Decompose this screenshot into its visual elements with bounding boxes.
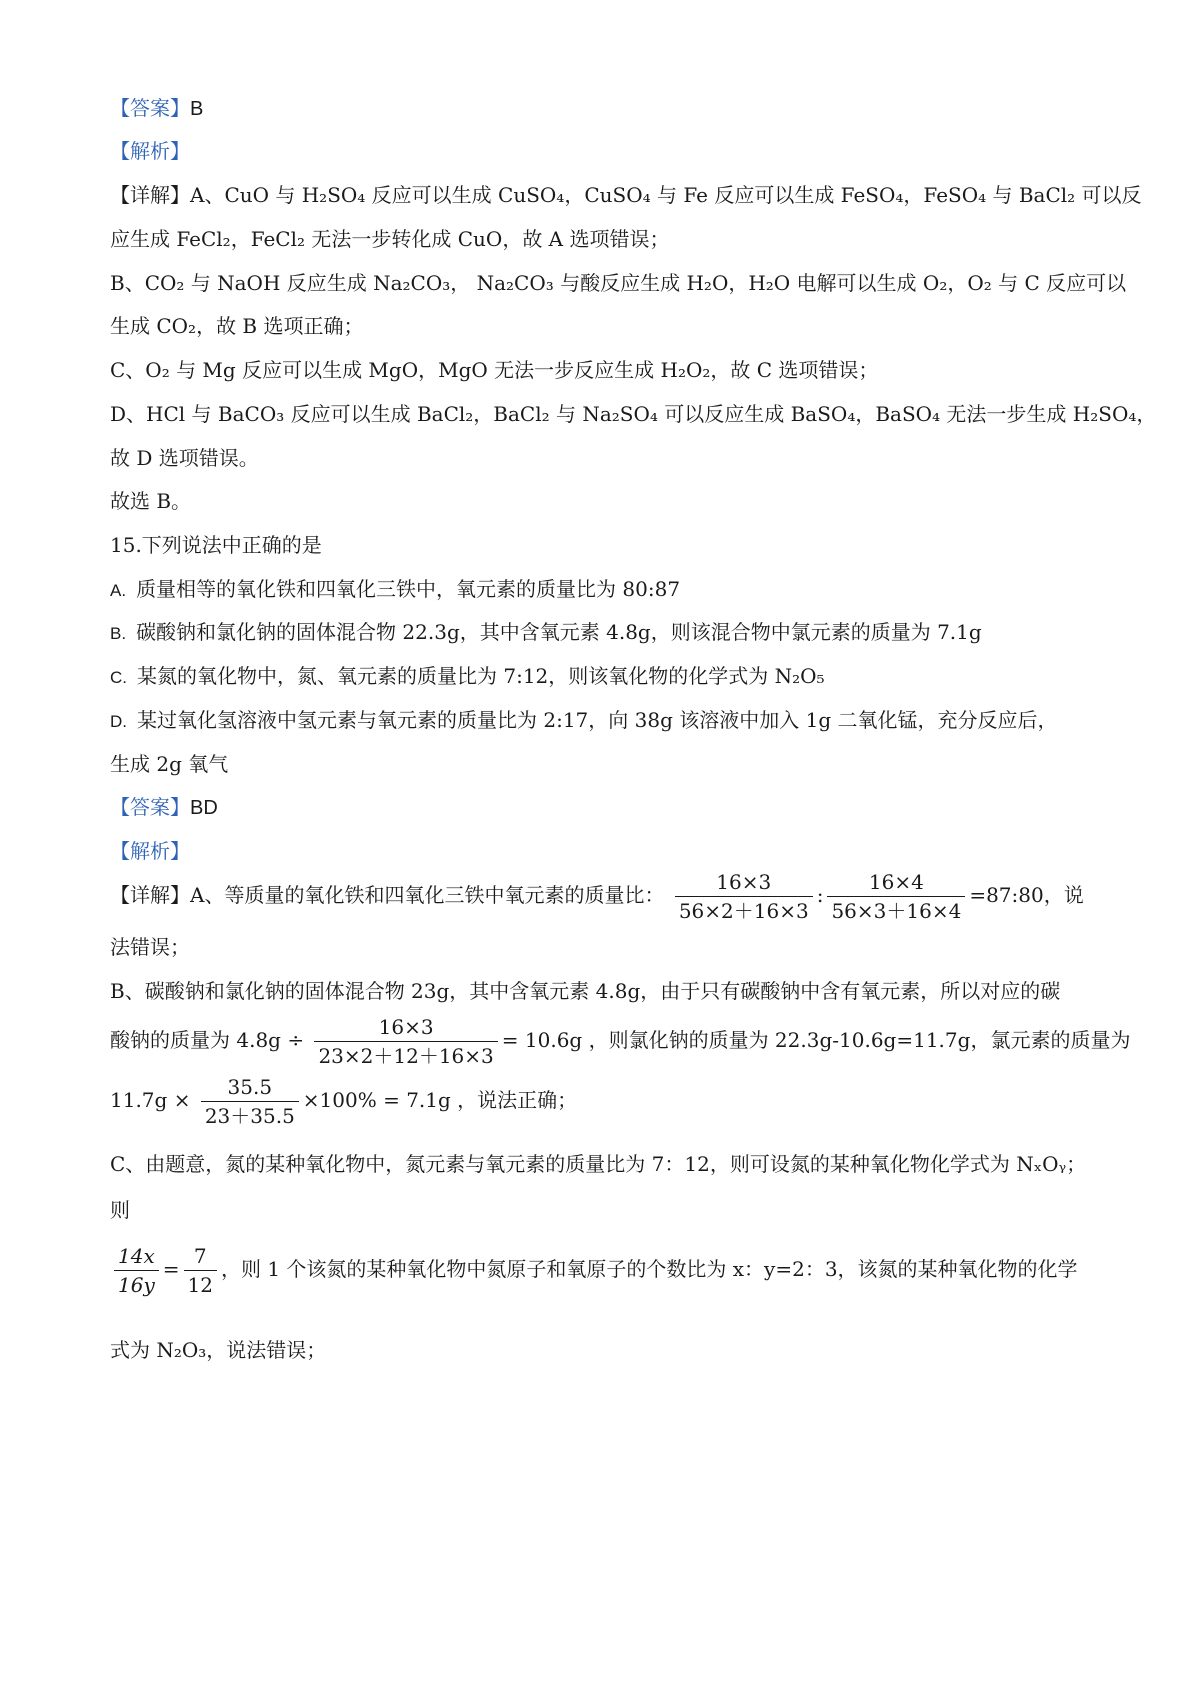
- question-15-option-a: [110, 574, 1100, 606]
- detail-2-b-line-3: [110, 1073, 1100, 1130]
- detail-1-a-line-2: 应生成 FeCl₂，FeCl₂ 无法一步转化成 CuO，故 A 选项错误；: [110, 227, 670, 251]
- fraction-denominator: 56×2＋16×3: [675, 896, 813, 925]
- analysis-tag: 【解析】: [110, 841, 190, 863]
- detail-1-d-line-1: D、HCl 与 BaCO₃ 反应可以生成 BaCl₂，BaCl₂ 与 Na₂SO₄ 可以反应生成 BaSO₄，BaSO₄ 无法一步生成 H₂SO₄，: [110, 402, 1157, 426]
- analysis-2-tag: [110, 836, 1100, 867]
- detail-text: =87:80，说: [969, 883, 1084, 907]
- detail-2-b-line-2: [110, 1013, 1131, 1070]
- fraction-na2co3-oxygen: [314, 1013, 497, 1070]
- fraction-n-o-mass: [114, 1242, 159, 1299]
- answer-tag: 【答案】: [110, 98, 190, 120]
- fraction-denominator: 23＋35.5: [201, 1101, 299, 1130]
- detail-text: = 10.6g ，则氯化钠的质量为 22.3g-10.6g=11.7g，氯元素的质量为: [501, 1028, 1131, 1052]
- answer-2: [110, 792, 1100, 823]
- detail-tag: 【详解】: [110, 883, 190, 907]
- fraction-numerator: 16×3: [716, 870, 772, 894]
- fraction-numerator: 14x: [118, 1244, 155, 1268]
- detail-text: A、等质量的氧化铁和四氧化三铁中氧元素的质量比：: [190, 883, 665, 907]
- detail-1-a-line-1: [110, 180, 1142, 210]
- fraction-fe3o4-oxygen: [827, 868, 965, 925]
- detail-2-c-line-3: [110, 1242, 1100, 1299]
- detail-1-b-line-1: B、CO₂ 与 NaOH 反应生成 Na₂CO₃， Na₂CO₃ 与酸反应生成 H₂O，H₂O 电解可以生成 O₂，O₂ 与 C 反应可以: [110, 271, 1127, 295]
- detail-2-c-line-2: 则: [110, 1198, 130, 1222]
- fraction-numerator: 35.5: [227, 1075, 273, 1099]
- detail-tag: 【详解】: [110, 183, 190, 207]
- detail-1-c-line-1: C、O₂ 与 Mg 反应可以生成 MgO，MgO 无法一步反应生成 H₂O₂，故 C 选项错误；: [110, 358, 879, 382]
- question-15-option-d-line-2: 生成 2g 氧气: [110, 752, 229, 776]
- ratio-colon: :: [816, 883, 824, 907]
- question-15-option-c: [110, 661, 1100, 693]
- equals-sign: =: [162, 1257, 180, 1281]
- fraction-denominator: 12: [184, 1270, 217, 1299]
- fraction-numerator: 16×4: [868, 870, 924, 894]
- detail-1-d-line-2: 故 D 选项错误。: [110, 446, 259, 470]
- fraction-denominator: 56×3＋16×4: [827, 896, 965, 925]
- option-letter: C.: [110, 668, 127, 687]
- detail-2-b-line-1: B、碳酸钠和氯化钠的固体混合物 23g，其中含氧元素 4.8g，由于只有碳酸钠中含有氧元素，所以对应的碳: [110, 979, 1061, 1003]
- option-text: 某氮的氧化物中，氮、氧元素的质量比为 7:12，则该氧化物的化学式为 N₂O₅: [137, 664, 825, 688]
- answer-value: BD: [190, 797, 218, 819]
- detail-2-c-line-4: 式为 N₂O₃，说法错误；: [110, 1338, 327, 1362]
- detail-2-c-line-1: C、由题意，氮的某种氧化物中，氮元素与氧元素的质量比为 7：12，则可设氮的某种氧化物化学式为 NₓOᵧ；: [110, 1152, 1087, 1176]
- detail-2-a-line-2: 法错误；: [110, 935, 190, 959]
- detail-text: ，则 1 个该氮的某种氧化物中氮原子和氧原子的个数比为 x：y=2：3，该氮的某种氧化物的化学: [220, 1257, 1078, 1281]
- detail-text: ×100% = 7.1g ，说法正确；: [302, 1088, 578, 1112]
- detail-text: 酸钠的质量为 4.8g ÷: [110, 1028, 305, 1052]
- detail-text: 11.7g ×: [110, 1088, 191, 1112]
- fraction-nacl-chlorine: [201, 1073, 299, 1130]
- answer-value: B: [190, 98, 204, 120]
- fraction-denominator: 23×2＋12＋16×3: [314, 1041, 497, 1070]
- fraction-seven-twelfths: [184, 1242, 217, 1299]
- question-15-option-b: [110, 617, 1100, 649]
- option-text: 碳酸钠和氯化钠的固体混合物 22.3g，其中含氧元素 4.8g，则该混合物中氯元素的质量为 7.1g: [136, 620, 982, 644]
- fraction-denominator: 16y: [114, 1270, 159, 1299]
- detail-2-a-line-1: [110, 868, 1100, 925]
- answer-1: [110, 93, 1100, 124]
- option-letter: D.: [110, 712, 127, 731]
- analysis-tag: 【解析】: [110, 141, 190, 163]
- option-letter: A.: [110, 581, 127, 600]
- fraction-fe2o3-oxygen: [675, 868, 813, 925]
- fraction-numerator: 7: [193, 1244, 207, 1268]
- option-text: 质量相等的氧化铁和四氧化三铁中，氧元素的质量比为 80:87: [136, 577, 681, 601]
- answer-tag: 【答案】: [110, 797, 190, 819]
- option-letter: B.: [110, 624, 127, 643]
- question-15-stem: 15.下列说法中正确的是: [110, 533, 322, 557]
- fraction-numerator: 16×3: [378, 1015, 434, 1039]
- option-text: 某过氧化氢溶液中氢元素与氧元素的质量比为 2:17，向 38g 该溶液中加入 1g 二氧化锰，充分反应后，: [137, 708, 1058, 732]
- detail-1-conclusion: 故选 B。: [110, 489, 192, 513]
- analysis-1-tag: [110, 136, 1100, 167]
- question-15-option-d: [110, 705, 1100, 737]
- detail-1-b-line-2: 生成 CO₂，故 B 选项正确；: [110, 314, 364, 338]
- detail-text: A、CuO 与 H₂SO₄ 反应可以生成 CuSO₄，CuSO₄ 与 Fe 反应可以生成 FeSO₄，FeSO₄ 与 BaCl₂ 可以反: [190, 183, 1142, 207]
